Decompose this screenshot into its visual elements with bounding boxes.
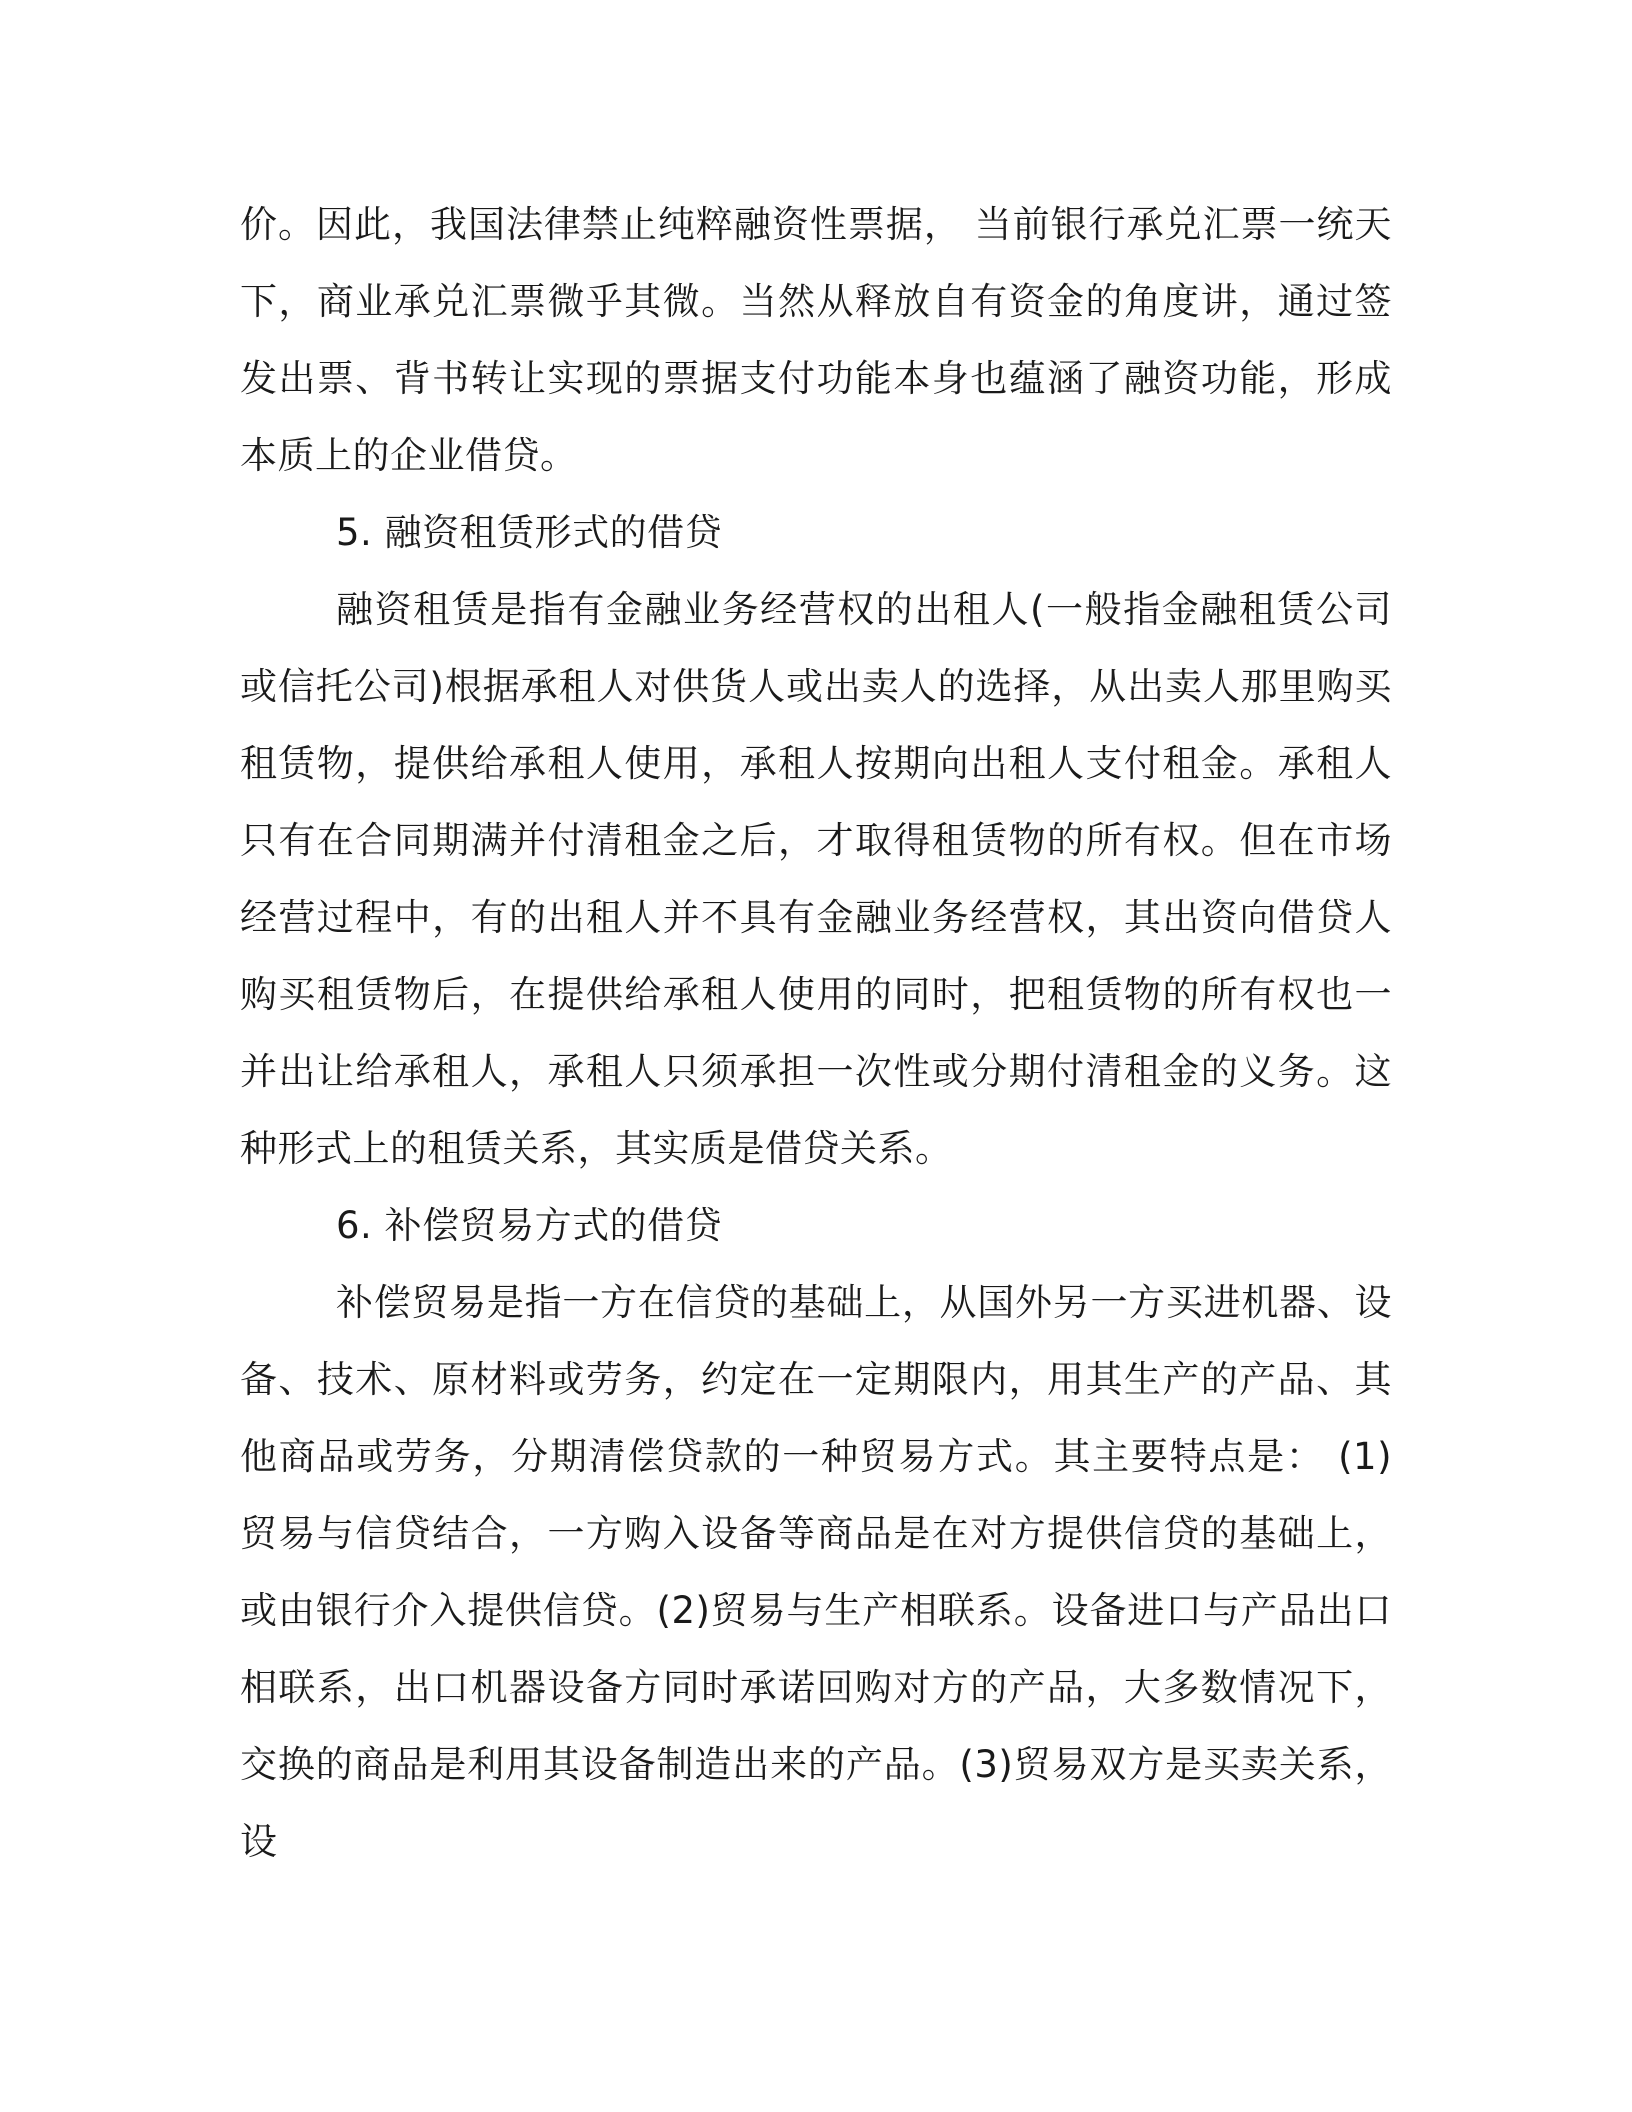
paragraph-compensation-trade: 补偿贸易是指一方在信贷的基础上，从国外另一方买进机器、设备、技术、原材料或劳务，约定在一定期限内，用其生产的产品、其他商品或劳务，分期清偿贷款的一种贸易方式。其主要特点是： (1)贸易与信贷结合，一方购入设备等商品是在对方提供信贷的基础上，或由银行介入提供信贷。(2)贸易与生产相联系。设备进口与产品出口相联系，出口机器设备方同时承诺回购对方的产品，大多数情况下，交换的商品是利用其设备制造出来的产品。(3)贸易双方是买卖关系，设: [240, 1281, 1392, 1863]
section-heading-5: 5. 融资租赁形式的借贷: [336, 511, 723, 554]
paragraph-financial-leasing: 融资租赁是指有金融业务经营权的出租人(一般指金融租赁公司或信托公司)根据承租人对供货人或出卖人的选择，从出卖人那里购买租赁物，提供给承租人使用，承租人按期向出租人支付租金。承租人只有在合同期满并付清租金之后，才取得租赁物的所有权。但在市场经营过程中，有的出租人并不具有金融业务经营权，其出资向借贷人购买租赁物后，在提供给承租人使用的同时，把租赁物的所有权也一并出让给承租人，承租人只须承担一次性或分期付清租金的义务。这种形式上的租赁关系，其实质是借贷关系。: [240, 588, 1392, 1170]
document-body: [240, 186, 1392, 1880]
section-heading-6: 6. 补偿贸易方式的借贷: [336, 1204, 723, 1247]
paragraph-bill-financing: 价。因此，我国法律禁止纯粹融资性票据， 当前银行承兑汇票一统天下，商业承兑汇票微乎其微。当然从释放自有资金的角度讲，通过签发出票、背书转让实现的票据支付功能本身也蕴涵了融资功能，形成本质上的企业借贷。: [240, 203, 1392, 477]
